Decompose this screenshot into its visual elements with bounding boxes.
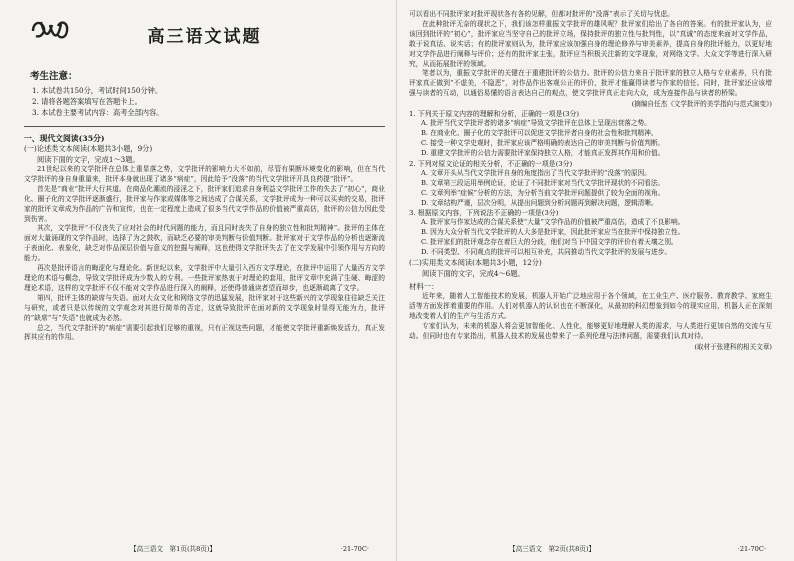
material-title: 材料一： [409, 282, 439, 292]
footer-code: ·21-70C· [737, 545, 766, 553]
question-option: C. 接受一种文学史观时，批评家应该严格明确的表达自己的审美判断与价值判断。 [421, 138, 665, 147]
subsection-heading: (二)实用类文本阅读(本题共3小题，12分) [409, 258, 542, 268]
question-stem: 1. 下列关于原文内容的理解和分析，正确的一项是(3分) [409, 110, 580, 119]
footer-code: ·21-70C· [340, 545, 369, 553]
page-header [24, 14, 385, 58]
passage-paragraph: 可以看出不同批评家对批评现状各有各的见解，但都对批评的“没落”表示了关切与忧虑。 [409, 10, 674, 18]
page-two [397, 0, 794, 561]
material-paragraph: 专家们认为，未来的机器人将会更加智能化、人性化，能够更好地理解人类的需求，与人类进行更加自然的交流与互动。但同时也有专家指出，机器人技术的发展也带来了一系列伦理与法律问题，需要我们认真对待。 [409, 321, 772, 340]
reading-instruction: 阅读下面的文字，完成4～6题。 [422, 268, 525, 278]
question-option: A. 批评当代文学批评者的诸多“病症”导致文学批评在总体上呈现出衰落之势。 [421, 119, 651, 128]
subsection-heading: (一)论述类文本阅读(本题共3小题，9分) [24, 144, 153, 153]
passage-paragraph: 在此种批评无奈的现状之下，我们该怎样重振文学批评的雄风呢？批评家们给出了各自的答案。有的批评家认为，应该回到批评的“初心”，批评家应当坚守自己的批评立场，保持批评的独立性与批判性，以“真诚”的态度来面对文学作品，敢于说真话、说实话；有的批评家则认为，批评家应该加强自身的理论修养与审美素养，提高自身的批评能力，以更好地对文学作品进行阐释与评价；还有的批评家主张，批评应当积极关注新的文学现象，对网络文学、大众文学等进行深入研究，从而拓展批评的领域。 [409, 19, 772, 68]
material-paragraph: 近年来，随着人工智能技术的发展，机器人开始广泛地应用于各个领域，在工业生产、医疗服务、教育教学、家庭生活等方面发挥着重要的作用。人们对机器人的认识也在不断深化，从最初的科幻想象到如今的现实应用，机器人正在深刻地改变着人们的生产与生活方式。 [409, 292, 772, 320]
question-option: A. 批评家与作家达成的合谋关系使“大量”文学作品的价值被严重高估，造成了不良影响。 [421, 218, 685, 227]
question-option: B. 在商业化、圈子化的文学批评可以促进文学批评者自身的社会性和批判精神。 [421, 129, 658, 138]
passage-paragraph: 其次，文学批评“不仅丧失了应对社会的时代问题的能力，而且同时丧失了自身的独立性和批判精神”。批评的主体在面对大量涌现的文学作品时，选择了为之鼓吹，而缺乏必要的审美判断与价值判断。批评家对于文学作品的分析也逐渐流于表面化、表象化，缺乏对作品深层价值与意义的挖掘与阐释，这也使得文学批评失去了在文学发展中引领作用与方向的能力。 [24, 224, 385, 263]
question-option: B. 因为大众分析当代文学批评的人大多是批评家，因此批评家应当在批评中保持独立性。 [421, 228, 685, 237]
question-stem: 3. 根据原文内容，下列说法不正确的一项是(3分) [409, 209, 559, 218]
notice-item: 3. 本试卷主要考试内容：高考全部内容。 [32, 108, 164, 117]
source-note: (取材于张建科的相关文章) [694, 342, 772, 351]
question-option: D. 文章结构严谨，层次分明，从提出问题到分析问题再到解决问题，逻辑清晰。 [421, 198, 658, 207]
question-option: D. 不同类型、不同观点的批评可以相互补充，共同推动当代文学批评的发展与进步。 [421, 248, 672, 257]
source-note: (摘编自任杰《文学批评的美学指向与范式演变》) [631, 100, 772, 109]
passage-paragraph: 第四，批评主体的缺席与失语。面对大众文化和网络文学的迅猛发展，批评家对于这些新兴的文学现象往往缺乏关注与研究，或者只是以传统的文学观念对其进行简单的否定，这就导致批评在面对新的文学现象时显得无能为力，批评的“缺席”与“失语”也就成为必然。 [24, 293, 385, 322]
question-option: C. 批评家们的批评观念存在着巨大的分歧，他们对当下中国文学的评价有着天壤之别。 [421, 238, 678, 247]
question-option: B. 文章第三段运用举例论证，论证了不同批评家对当代文学批评现状的不同看法。 [421, 178, 665, 187]
section-divider [24, 126, 385, 127]
notice-item: 1. 本试卷共150分，考试时间150分钟。 [32, 86, 163, 95]
section-heading: 一、现代文阅读(35分) [24, 134, 105, 143]
passage-paragraph: 总之，当代文学批评的“病症”需要引起我们足够的重视，只有正视这些问题，才能使文学批评重新焕发活力，真正发挥其应有的作用。 [24, 323, 385, 342]
passage-paragraph: 笔者以为，重振文学批评的关键在于重建批评的公信力。批评的公信力来自于批评家的独立人格与专业素养，只有批评家真正做到“不虚美，不隐恶”，对作品作出客观公正的评价，批评才能赢得读者与作家的信任。同时，批评家还应该增强与读者的互动，以通俗易懂的语言表达自己的观点，使文学批评真正走向大众，成为连接作品与读者的桥梁。 [409, 69, 772, 98]
exam-title: 高三语文试题 [147, 27, 262, 47]
passage-paragraph: 21世纪以来的文学批评在总体上重显落之势，文学批评的影响力大不如前，尽管有果断坏境变化的影响，但在当代文学批评的身自身重量来，批评本身就出现了诸多“病症”，因此给予“没落”的当代文学批评开具良药提“批评”。 [24, 165, 385, 183]
question-option: A. 文章开头从当代文学批评自身的角度指出了当代文学批评的“没落”的原因。 [421, 168, 651, 177]
question-option: D. 重建文学批评的公信力需要批评家保持独立人格，才能真正发挥其作用和价值。 [421, 148, 665, 157]
passage-paragraph: 再次是批评语言的晦涩化与理论化。新世纪以来，文学批评中大量引入西方文学理论，在批评中运用了大量西方文学理论的术语与概念，导致文学批评成为少数人的专利。一些批评家热衷于对理论的套用，批评文章中充满了生硬、晦涩的理论术语，这样的文学批评不仅不能对文学作品进行深入的阐释，还使得普通读者望而却步，也逐渐疏离了文学。 [24, 264, 385, 292]
footer-page-label: 【高三语文 第1页(共8页)】 [130, 545, 217, 553]
question-stem: 2. 下列对原文论证的相关分析，不正确的一项是(3分) [409, 159, 573, 168]
page-footer [130, 543, 369, 555]
footer-page-label: 【高三语文 第2页(共8页)】 [509, 545, 596, 553]
notice-title: 考生注意： [30, 71, 78, 82]
reading-instruction: 阅读下面的文字，完成1～3题。 [37, 154, 140, 164]
passage-paragraph: 首先是“商业”批评大行其道。在商品化潮流的浸淫之下，批评家们追求自身利益文学批评工作的失去了“初心”，商业化、圈子化的文学批评逐渐盛行，批评家与作家或媒体等之间达成了合谋关系，文学批评成为一种可以买卖的交易，批评家的批评文章成为作品的广告和宣传，也在一定程度上造成了很多当代文学作品的价值被严重高估，批评的公信力因此受到伤害。 [24, 184, 385, 223]
page-footer [509, 543, 766, 555]
question-option: C. 文章列举“症候”分析的方法，为分析当前文学批评问题提供了较为全面的视角。 [421, 188, 665, 197]
notice-item: 2. 请将各题答案填写在答题卡上。 [32, 97, 142, 106]
